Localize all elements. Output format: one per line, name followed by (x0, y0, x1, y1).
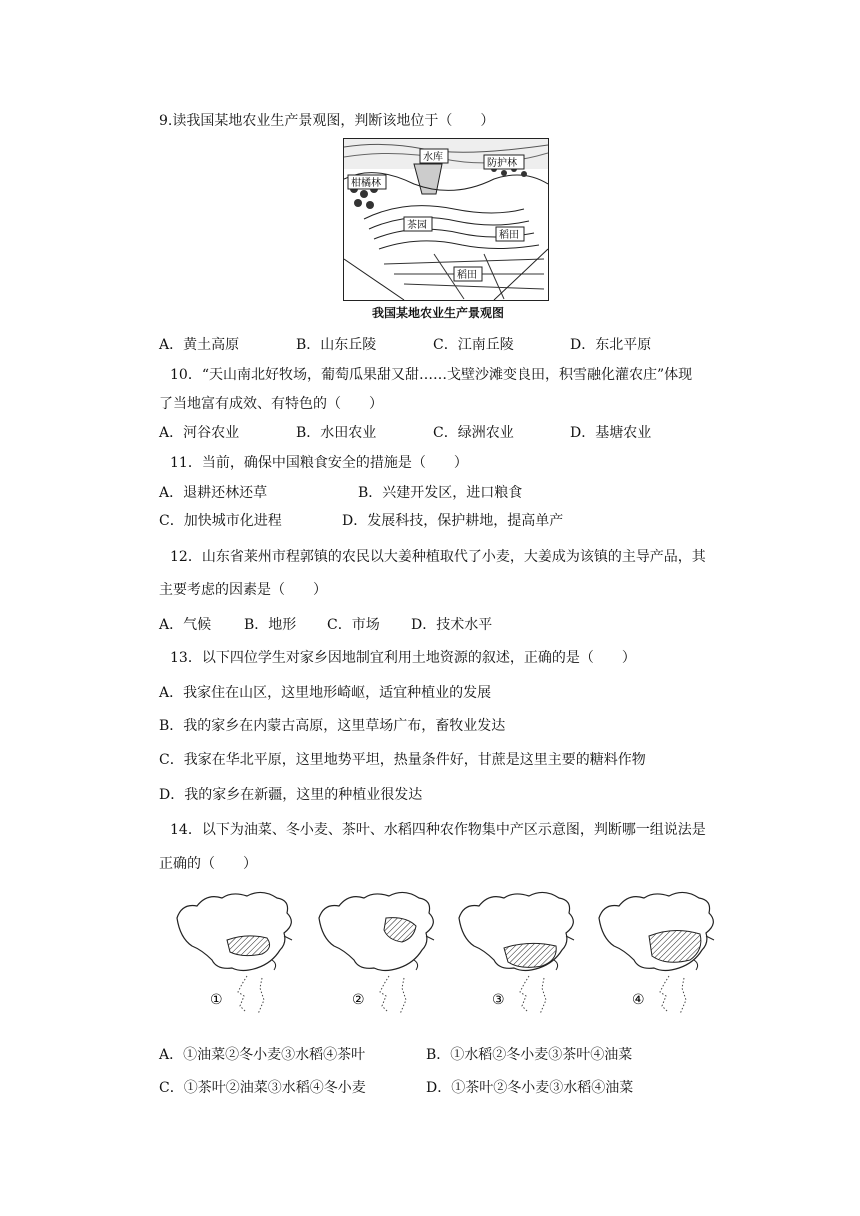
map-number-3: ③ (492, 992, 505, 1008)
q14-stem-line1: 14．以下为油菜、冬小麦、茶叶、水稻四种农作物集中产区示意图，判断哪一组说法是 (170, 822, 706, 838)
q13-stem: 13．以下四位学生对家乡因地制宜利用土地资源的叙述，正确的是（ ） (170, 650, 636, 666)
label-citrus-grove: 柑橘林 (351, 178, 381, 189)
q12-option-d: D．技术水平 (411, 617, 493, 633)
q10-stem-line2: 了当地富有成效、有特色的（ ） (159, 396, 383, 412)
q14-stem-line2: 正确的（ ） (159, 856, 257, 872)
label-paddy-1: 稻田 (499, 230, 519, 241)
q10-option-d: D．基塘农业 (570, 425, 652, 441)
q9-option-b: B．山东丘陵 (296, 337, 377, 353)
q9-option-d: D．东北平原 (570, 337, 652, 353)
q12-option-c: C．市场 (327, 617, 380, 633)
q13-option-b: B．我的家乡在内蒙古高原，这里草场广布，畜牧业发达 (159, 718, 506, 734)
q14-option-c: C．①茶叶②油菜③水稻④冬小麦 (159, 1080, 366, 1096)
q11-stem: 11．当前，确保中国粮食安全的措施是（ ） (170, 455, 468, 471)
map-4 (599, 892, 714, 1014)
q10-option-c: C．绿洲农业 (433, 425, 514, 441)
q12-stem-line1: 12．山东省莱州市程郭镇的农民以大姜种植取代了小麦，大姜成为该镇的主导产品，其 (170, 549, 706, 565)
map-1 (177, 892, 292, 1014)
label-tea-garden: 茶园 (407, 220, 427, 231)
q9-option-c: C．江南丘陵 (433, 337, 514, 353)
label-paddy-2: 稻田 (457, 270, 477, 281)
map-2 (319, 892, 434, 1014)
q12-option-b: B．地形 (244, 617, 297, 633)
q13-option-a: A．我家住在山区，这里地形崎岖，适宜种植业的发展 (159, 685, 492, 701)
q9-stem: 9.读我国某地农业生产景观图，判断该地位于（ ） (159, 113, 495, 129)
q10-option-a: A．河谷农业 (159, 425, 240, 441)
q14-option-d: D．①茶叶②冬小麦③水稻④油菜 (426, 1080, 634, 1096)
label-reservoir: 水库 (423, 152, 443, 163)
q12-stem-line2: 主要考虑的因素是（ ） (159, 582, 327, 598)
q13-option-d: D．我的家乡在新疆，这里的种植业很发达 (159, 787, 423, 803)
q9-figure-caption: 我国某地农业生产景观图 (372, 306, 505, 320)
q11-option-b: B．兴建开发区，进口粮食 (358, 485, 523, 501)
q10-stem-line1: 10．“天山南北好牧场，葡萄瓜果甜又甜……戈壁沙滩变良田，积雪融化灌农庄”体现 (170, 367, 693, 383)
q14-option-a: A．①油菜②冬小麦③水稻④茶叶 (159, 1047, 366, 1063)
q10-option-b: B．水田农业 (296, 425, 377, 441)
map-number-4: ④ (632, 992, 645, 1008)
q9-landscape-figure (343, 138, 549, 301)
q12-option-a: A．气候 (159, 617, 212, 633)
farm-landscape-image (344, 139, 548, 300)
q9-option-a: A．黄土高原 (159, 337, 240, 353)
map-3 (459, 892, 574, 1014)
q13-option-c: C．我家在华北平原，这里地势平坦，热量条件好，甘蔗是这里主要的糖料作物 (159, 752, 646, 768)
crop-distribution-maps (172, 888, 732, 1028)
q11-option-a: A．退耕还林还草 (159, 485, 268, 501)
map-number-2: ② (352, 992, 365, 1008)
q11-option-c: C．加快城市化进程 (159, 513, 282, 529)
q14-option-b: B．①水稻②冬小麦③茶叶④油菜 (426, 1047, 633, 1063)
q11-option-d: D．发展科技，保护耕地，提高单产 (342, 513, 564, 529)
label-shelterbelt: 防护林 (487, 158, 517, 169)
map-number-1: ① (210, 992, 223, 1008)
